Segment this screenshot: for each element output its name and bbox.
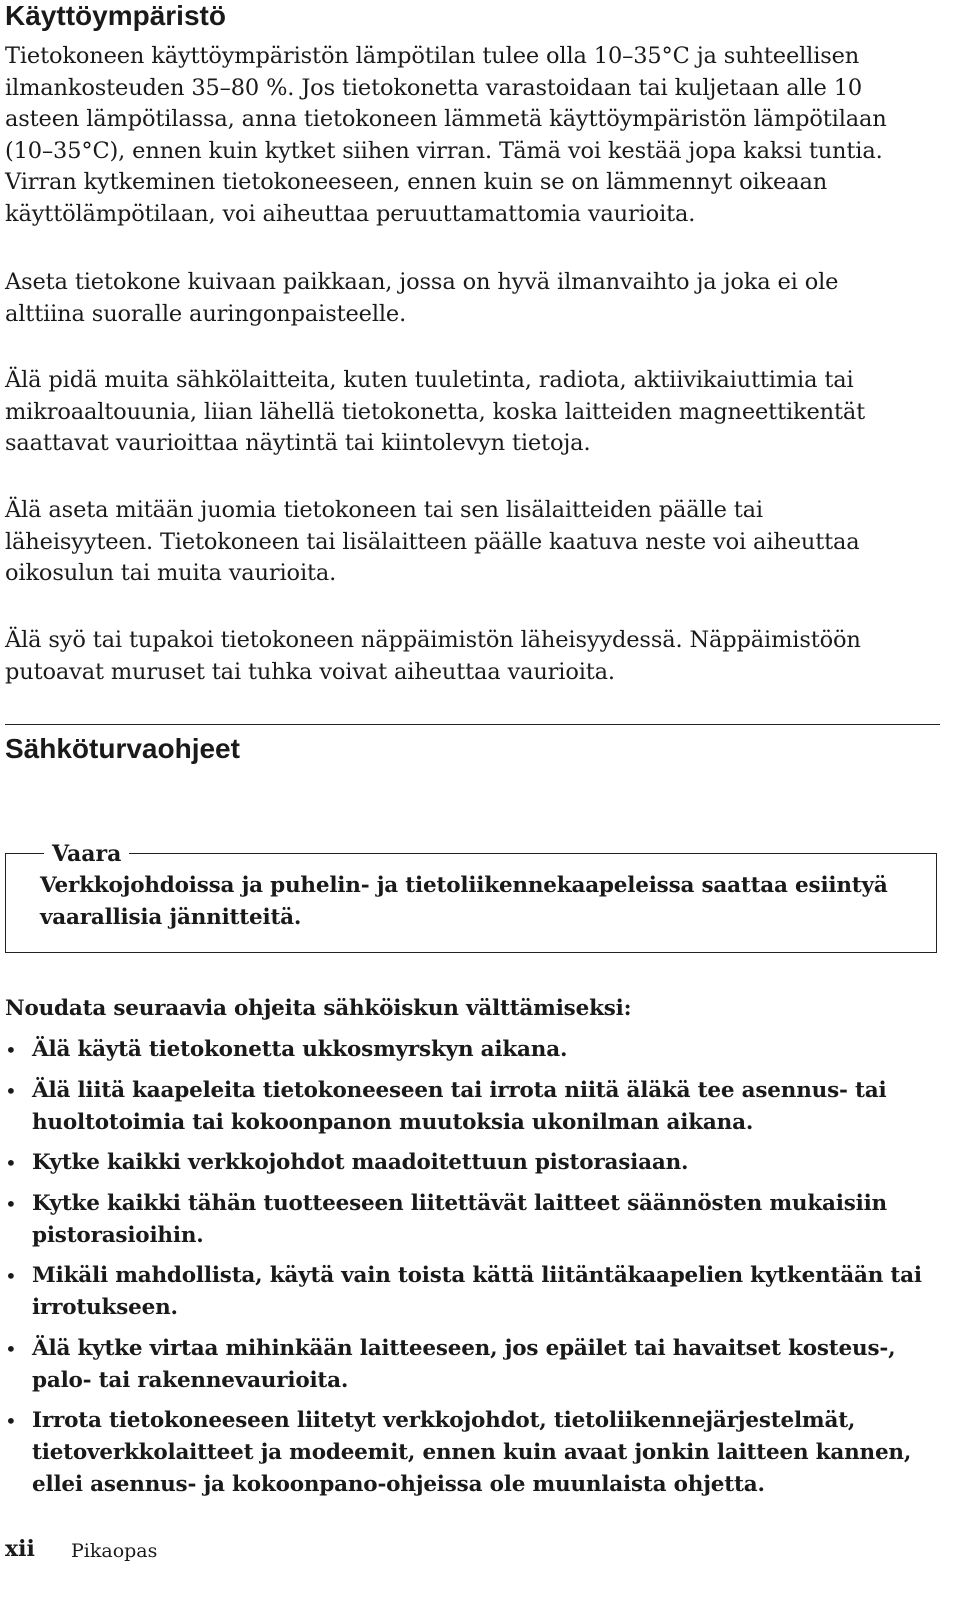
list-item: [5, 1075, 945, 1139]
list-item: [5, 1147, 945, 1179]
text-line: palo- tai rakennevaurioita.: [32, 1367, 349, 1393]
text-line: tietoverkkolaitteet ja modeemit, ennen kuin avaat jonkin laitteen kannen,: [32, 1440, 912, 1465]
text-line: Tietokoneen käyttöympäristön lämpötilan tulee olla 10–35°C ja suhteellisen: [5, 43, 860, 69]
danger-label: Vaara: [44, 839, 129, 869]
text-line: huoltotoimia tai kokoonpanon muutoksia ukonilman aikana.: [32, 1109, 754, 1135]
paragraph-electrical-devices: [5, 365, 945, 460]
text-line: Älä liitä kaapeleita tietokoneeseen tai irrota niitä äläkä tee asennus- tai: [32, 1077, 887, 1103]
bullet-icon: •: [5, 1038, 17, 1062]
paragraph-drinks: [5, 495, 945, 590]
section-heading-operating-environment: Käyttöympäristö: [5, 0, 226, 31]
text-line: läheisyyteen. Tietokoneen tai lisälaitteen päälle kaatuva neste voi aiheuttaa: [5, 528, 860, 555]
text-line: käyttölämpötilaan, voi aiheuttaa peruuttamattomia vaurioita.: [5, 200, 696, 227]
page-number: xii: [5, 1536, 35, 1562]
text-line: asteen lämpötilassa, anna tietokoneen lämmetä käyttöympäristön lämpötilaan: [5, 106, 887, 132]
paragraph-temperature: [5, 41, 945, 230]
text-line: mikroaaltouunia, liian lähellä tietokonetta, koska laitteiden magneettikentät: [5, 398, 866, 425]
section-heading-electrical-safety: Sähköturvaohjeet: [5, 733, 240, 764]
instructions-intro: Noudata seuraavia ohjeita sähköiskun välttämiseksi:: [5, 996, 632, 1021]
bullet-icon: •: [5, 1151, 17, 1175]
text-line: irrotukseen.: [32, 1295, 178, 1320]
text-line: alttiina suoralle auringonpaisteelle.: [5, 300, 407, 327]
paragraph-placement: [5, 267, 945, 330]
section-divider: [5, 724, 940, 725]
list-item: [5, 1333, 945, 1397]
text-line: Aseta tietokone kuivaan paikkaan, jossa on hyvä ilmanvaihto ja joka ei ole: [5, 269, 839, 295]
safety-instructions-list: [5, 1034, 945, 1510]
text-line: ilmankosteuden 35–80 %. Jos tietokonetta varastoidaan tai kuljetaan alle 10: [5, 74, 863, 101]
danger-message: [40, 870, 920, 934]
text-line: oikosulun tai muita vaurioita.: [5, 560, 337, 586]
text-line: Kytke kaikki verkkojohdot maadoitettuun pistorasiaan.: [32, 1150, 689, 1175]
text-line: (10–35°C), ennen kuin kytket siihen virran. Tämä voi kestää jopa kaksi tuntia.: [5, 137, 883, 164]
text-line: Älä aseta mitään juomia tietokoneen tai sen lisälaitteiden päälle tai: [5, 497, 763, 523]
text-line: Irrota tietokoneeseen liitetyt verkkojohdot, tietoliikennejärjestelmät,: [32, 1408, 856, 1433]
text-line: Virran kytkeminen tietokoneeseen, ennen kuin se on lämmennyt oikeaan: [5, 169, 828, 195]
list-item: [5, 1034, 945, 1066]
text-line: saattavat vaurioittaa näytintä tai kiintolevyn tietoja.: [5, 430, 591, 456]
text-line: vaarallisia jännitteitä.: [40, 905, 302, 930]
bullet-icon: •: [5, 1336, 17, 1361]
text-line: putoavat muruset tai tuhka voivat aiheuttaa vaurioita.: [5, 658, 615, 685]
text-line: pistorasioihin.: [32, 1222, 204, 1248]
text-line: Älä pidä muita sähkölaitteita, kuten tuuletinta, radiota, aktiivikaiuttimia tai: [5, 367, 854, 393]
paragraph-eating-smoking: [5, 625, 945, 688]
text-line: Kytke kaikki tähän tuotteeseen liitettävät laitteet säännösten mukaisiin: [32, 1190, 887, 1216]
text-line: Älä kytke virtaa mihinkään laitteeseen, jos epäilet tai havaitset kosteus-,: [32, 1335, 896, 1361]
book-title: Pikaopas: [71, 1540, 158, 1562]
list-item: [5, 1405, 945, 1501]
text-line: Mikäli mahdollista, käytä vain toista kättä liitäntäkaapelien kytkentään tai: [32, 1263, 922, 1288]
text-line: Älä käytä tietokonetta ukkosmyrskyn aikana.: [32, 1037, 568, 1062]
text-line: ellei asennus- ja kokoonpano-ohjeissa ole muunlaista ohjetta.: [32, 1472, 765, 1497]
text-line: Älä syö tai tupakoi tietokoneen näppäimistön läheisyydessä. Näppäimistöön: [5, 627, 861, 653]
bullet-icon: •: [5, 1264, 17, 1288]
list-item: [5, 1188, 945, 1252]
bullet-icon: •: [5, 1078, 17, 1103]
bullet-icon: •: [5, 1409, 17, 1433]
bullet-icon: •: [5, 1191, 17, 1216]
text-line: Verkkojohdoissa ja puhelin- ja tietoliikennekaapeleissa saattaa esiintyä: [40, 873, 888, 898]
list-item: [5, 1260, 945, 1324]
